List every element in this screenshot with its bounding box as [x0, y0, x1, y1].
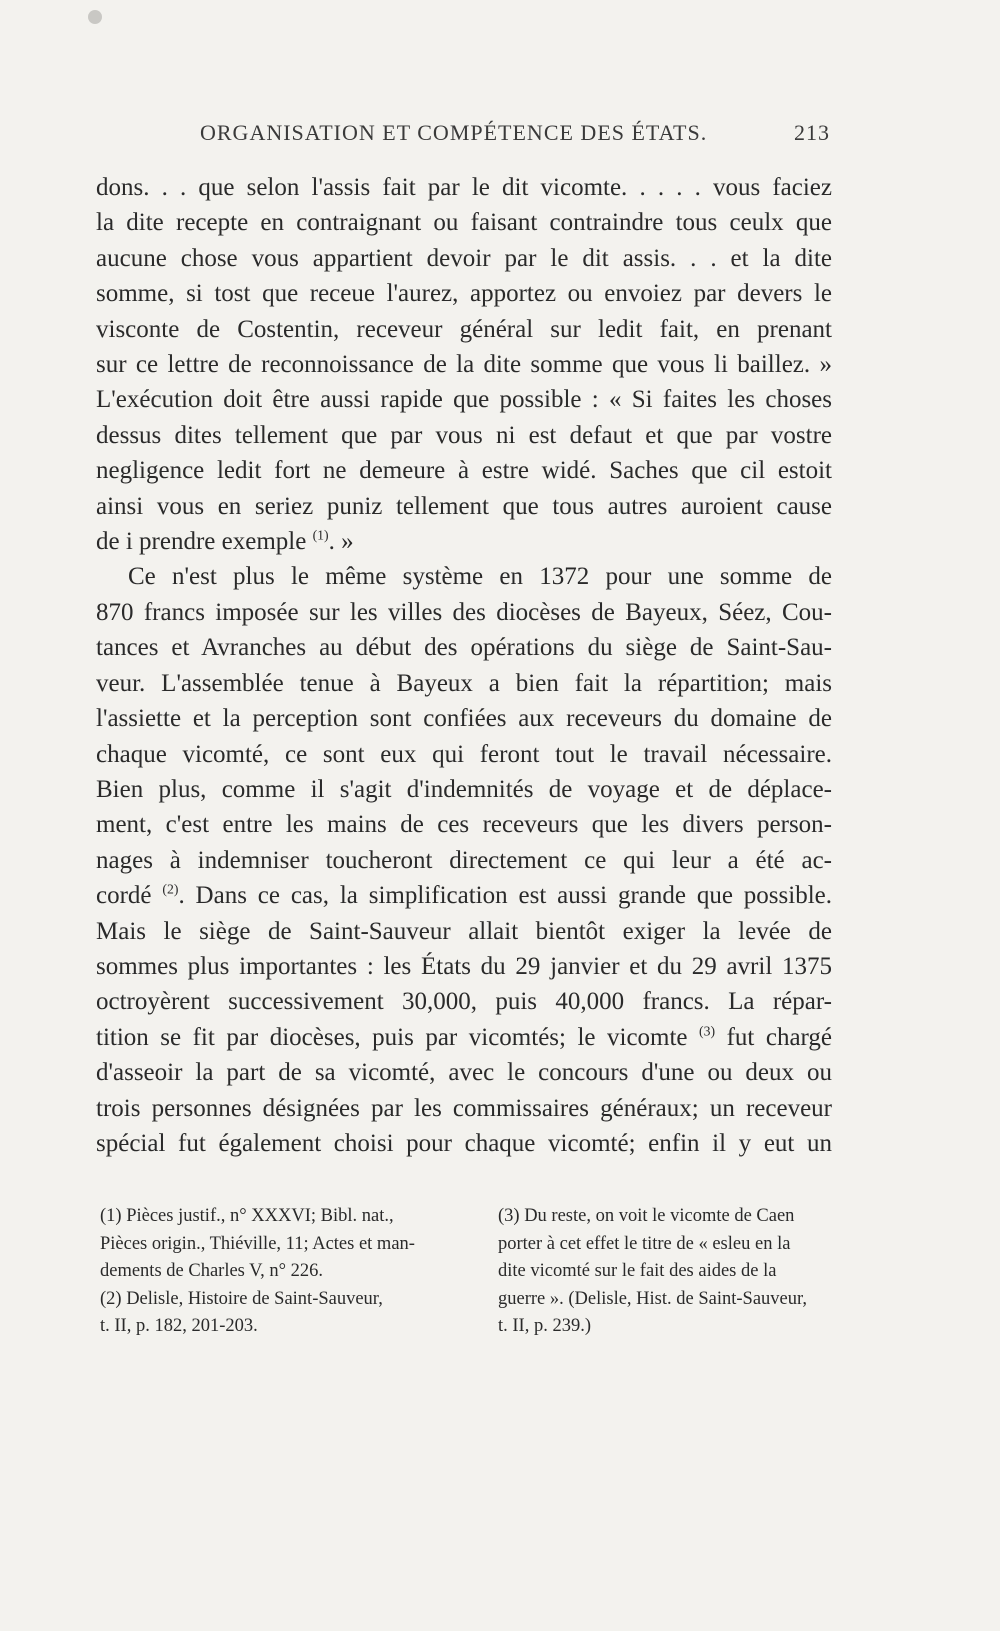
- text-line: Mais le siège de Saint-Sauveur allait bientôt exiger la levée de: [96, 917, 832, 945]
- body-text: [96, 170, 832, 1161]
- text-line: 870 francs imposée sur les villes des diocèses de Bayeux, Séez, Cou-: [96, 598, 832, 626]
- text-line: [96, 524, 832, 559]
- text-line: [96, 878, 832, 913]
- text-line: l'assiette et la perception sont confiées aux receveurs du domaine de: [96, 705, 832, 733]
- text-line: dons. . . que selon l'assis fait par le dit vicomte. . . . . vous faciez: [96, 174, 832, 201]
- footnote-line: t. II, p. 239.): [498, 1316, 591, 1336]
- text-fragment: . Dans ce cas, la simplification est aussi grande que possible.: [178, 882, 832, 910]
- text-line: octroyèrent successivement 30,000, puis 40,000 francs. La répar-: [96, 988, 832, 1016]
- text-line: sommes plus importantes : les États du 29 janvier et du 29 avril 1375: [96, 952, 832, 980]
- footnote-line: t. II, p. 182, 201-203.: [100, 1316, 258, 1336]
- text-line: negligence ledit fort ne demeure à estre widé. Saches que cil estoit: [96, 457, 832, 485]
- footnote-ref-1: (1): [312, 527, 329, 543]
- text-line: somme, si tost que receue l'aurez, apportez ou envoiez par devers le: [96, 280, 832, 308]
- text-line: dessus dites tellement que par vous ni est defaut et que par vostre: [96, 421, 832, 449]
- text-fragment: cordé: [96, 882, 152, 910]
- footnote-line: guerre ». (Delisle, Hist. de Saint-Sauveur,: [498, 1288, 808, 1309]
- text-line: Ce n'est plus le même système en 1372 pour une somme de: [128, 563, 832, 591]
- footnotes-right-column: [498, 1203, 848, 1341]
- footnote-ref-3: (3): [699, 1023, 716, 1039]
- paper-spot: [88, 10, 102, 24]
- text-line: aucune chose vous appartient devoir par le dit assis. . . et la dite: [96, 244, 832, 272]
- text-fragment: de i prendre exemple: [96, 528, 307, 556]
- text-fragment: . »: [328, 528, 354, 556]
- text-line: Bien plus, comme il s'agit d'indemnités de voyage et de déplace-: [96, 775, 832, 803]
- footnote-ref-2: (2): [162, 881, 179, 897]
- text-line: tances et Avranches au début des opérations du siège de Saint-Sau-: [96, 634, 832, 662]
- text-line: sur ce lettre de reconnoissance de la dite somme que vous li baillez. »: [96, 351, 832, 379]
- running-title: ORGANISATION ET COMPÉTENCE DES ÉTATS.: [200, 120, 708, 145]
- text-line: L'exécution doit être aussi rapide que possible : « Si faites les choses: [96, 386, 832, 414]
- text-line: nages à indemniser toucheront directement ce qui leur a été ac-: [96, 846, 832, 874]
- text-line: visconte de Costentin, receveur général sur ledit fait, en prenant: [96, 315, 832, 343]
- footnote-line: (1) Pièces justif., n° XXXVI; Bibl. nat.,: [100, 1206, 394, 1226]
- footnotes-left-column: [100, 1203, 450, 1341]
- text-line: trois personnes désignées par les commissaires généraux; un receveur: [96, 1094, 832, 1122]
- footnote-line: Pièces origin., Thiéville, 11; Actes et man-: [100, 1233, 415, 1254]
- text-line: veur. L'assemblée tenue à Bayeux a bien fait la répartition; mais: [96, 669, 832, 697]
- text-line: chaque vicomté, ce sont eux qui feront tout le travail nécessaire.: [96, 740, 832, 768]
- footnote-line: (2) Delisle, Histoire de Saint-Sauveur,: [100, 1288, 383, 1309]
- text-line: [96, 1020, 832, 1055]
- text-line: la dite recepte en contraignant ou faisant contraindre tous ceulx que: [96, 209, 832, 237]
- text-fragment: tition se fit par diocèses, puis par vicomtés; le vicomte: [96, 1023, 688, 1051]
- text-fragment: fut chargé: [715, 1023, 833, 1051]
- text-line: d'asseoir la part de sa vicomté, avec le concours d'une ou deux ou: [96, 1059, 832, 1087]
- footnote-line: dite vicomté sur le fait des aides de la: [498, 1261, 777, 1281]
- text-line: ment, c'est entre les mains de ces receveurs que les divers person-: [96, 811, 832, 839]
- page-number: 213: [794, 120, 830, 145]
- text-line: ainsi vous en seriez puniz tellement que tous autres auroient cause: [96, 492, 832, 520]
- footnote-line: dements de Charles V, n° 226.: [100, 1261, 324, 1281]
- footnote-line: (3) Du reste, on voit le vicomte de Caen: [498, 1206, 795, 1226]
- text-line: spécial fut également choisi pour chaque vicomté; enfin il y eut un: [96, 1129, 832, 1157]
- footnote-line: porter à cet effet le titre de « esleu en la: [498, 1233, 791, 1254]
